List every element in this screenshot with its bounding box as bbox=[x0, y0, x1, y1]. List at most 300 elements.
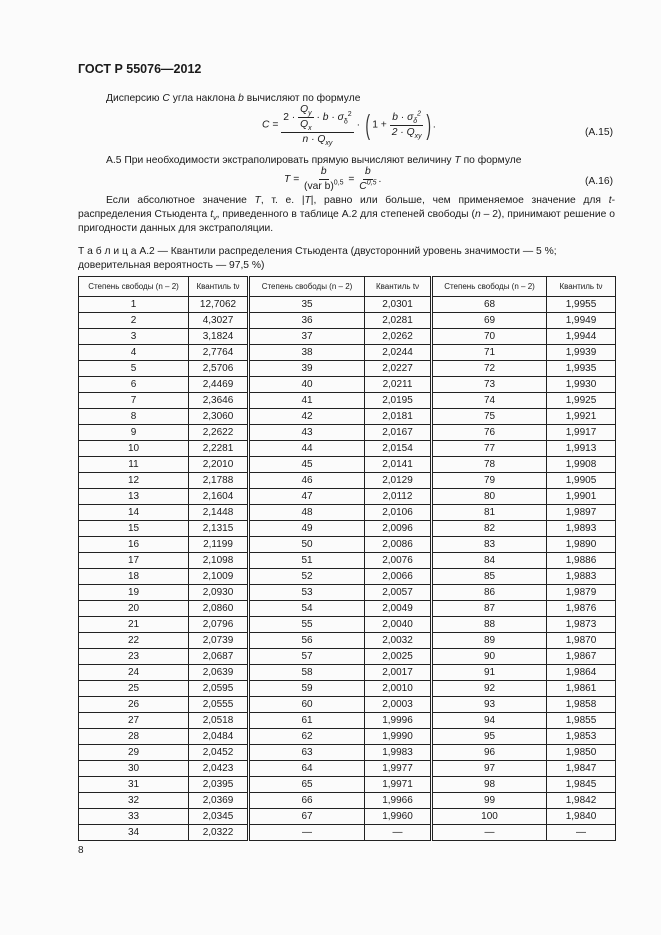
header-quantile-3: Квантиль tν bbox=[547, 277, 616, 297]
dof-cell: 6 bbox=[79, 377, 189, 393]
text-run: Если абсолютное значение bbox=[106, 195, 255, 206]
quantile-cell: 1,9861 bbox=[547, 681, 616, 697]
quantile-cell: 2,0057 bbox=[365, 585, 432, 601]
dof-cell: 13 bbox=[79, 489, 189, 505]
table-row bbox=[79, 409, 616, 425]
quantile-cell: 2,4469 bbox=[189, 377, 249, 393]
dof-cell: 20 bbox=[79, 601, 189, 617]
quantile-cell: 1,9960 bbox=[365, 809, 432, 825]
dof-cell: 93 bbox=[432, 697, 547, 713]
paren-numerator bbox=[390, 112, 423, 126]
quantile-cell: 2,0930 bbox=[189, 585, 249, 601]
quantile-cell: 2,7764 bbox=[189, 345, 249, 361]
formula-lhs: T = bbox=[284, 174, 300, 186]
num-suffix: · b · σ bbox=[316, 112, 344, 124]
sigma-sub: δ bbox=[343, 118, 348, 126]
header-dof-2: Степень свободы (n – 2) bbox=[249, 277, 365, 297]
dof-cell: 86 bbox=[432, 585, 547, 601]
dof-cell: 97 bbox=[432, 761, 547, 777]
table-row bbox=[79, 537, 616, 553]
text-run: , т. е. | bbox=[260, 195, 305, 206]
dof-cell: 82 bbox=[432, 521, 547, 537]
denominator-2 bbox=[357, 180, 378, 193]
quantile-cell: 2,0244 bbox=[365, 345, 432, 361]
table-row bbox=[79, 297, 616, 313]
dof-cell: 54 bbox=[249, 601, 365, 617]
fraction-2 bbox=[357, 166, 378, 193]
dof-cell: 42 bbox=[249, 409, 365, 425]
quantile-cell: 1,9925 bbox=[547, 393, 616, 409]
dof-cell: 24 bbox=[79, 665, 189, 681]
var-t: T bbox=[254, 195, 261, 206]
table-row bbox=[79, 825, 616, 841]
dof-cell: 7 bbox=[79, 393, 189, 409]
table-row bbox=[79, 473, 616, 489]
quantile-cell: 2,1315 bbox=[189, 521, 249, 537]
dof-cell: 89 bbox=[432, 633, 547, 649]
sigma-sup: 2 bbox=[417, 110, 422, 118]
text-run: по формуле bbox=[460, 155, 522, 166]
paren-num-text: b · σ bbox=[392, 111, 414, 123]
table-row bbox=[79, 425, 616, 441]
table-row bbox=[79, 345, 616, 361]
quantile-cell: 2,1448 bbox=[189, 505, 249, 521]
table-row bbox=[79, 329, 616, 345]
dof-cell: 14 bbox=[79, 505, 189, 521]
dof-cell: 100 bbox=[432, 809, 547, 825]
quantile-cell: 2,5706 bbox=[189, 361, 249, 377]
dof-cell: 36 bbox=[249, 313, 365, 329]
quantile-cell: 2,0345 bbox=[189, 809, 249, 825]
exponent: 0,5 bbox=[333, 179, 344, 187]
q: Q bbox=[300, 119, 309, 130]
dof-cell: 15 bbox=[79, 521, 189, 537]
dof-cell: 31 bbox=[79, 777, 189, 793]
quantile-cell: 2,2281 bbox=[189, 441, 249, 457]
quantile-cell: 2,0639 bbox=[189, 665, 249, 681]
trail: . bbox=[432, 119, 436, 131]
dof-cell: 59 bbox=[249, 681, 365, 697]
quantile-cell: 2,0112 bbox=[365, 489, 432, 505]
table-row bbox=[79, 745, 616, 761]
quantile-cell: 2,0484 bbox=[189, 729, 249, 745]
quantile-cell: 2,0262 bbox=[365, 329, 432, 345]
quantile-cell: 2,0227 bbox=[365, 361, 432, 377]
dof-cell: 47 bbox=[249, 489, 365, 505]
main-denominator bbox=[300, 133, 334, 146]
header-dof-3: Степень свободы (n – 2) bbox=[432, 277, 547, 297]
quantile-cell: — bbox=[547, 825, 616, 841]
table-row bbox=[79, 713, 616, 729]
quantile-cell: 2,0687 bbox=[189, 649, 249, 665]
var-t: t bbox=[608, 195, 612, 206]
quantile-cell: 1,9876 bbox=[547, 601, 616, 617]
table-row bbox=[79, 585, 616, 601]
quantile-cell: 2,0025 bbox=[365, 649, 432, 665]
quantile-cell: 1,9864 bbox=[547, 665, 616, 681]
right-paren: ) bbox=[425, 109, 431, 140]
dof-cell: 1 bbox=[79, 297, 189, 313]
var-n: n bbox=[474, 209, 481, 220]
quantile-cell: 2,0211 bbox=[365, 377, 432, 393]
quantile-cell: 2,0181 bbox=[365, 409, 432, 425]
quantile-cell: 2,0555 bbox=[189, 697, 249, 713]
q-ratio-num bbox=[298, 104, 314, 118]
dof-cell: 73 bbox=[432, 377, 547, 393]
paren-fraction bbox=[390, 112, 424, 139]
quantile-cell: 2,0595 bbox=[189, 681, 249, 697]
quantile-cell: 2,0106 bbox=[365, 505, 432, 521]
dof-cell: 27 bbox=[79, 713, 189, 729]
quantile-cell: 2,0518 bbox=[189, 713, 249, 729]
left-paren: ( bbox=[365, 109, 370, 140]
fraction-1 bbox=[302, 166, 345, 193]
var-b-text: (var b) bbox=[304, 181, 334, 192]
quantile-cell: 1,9990 bbox=[365, 729, 432, 745]
document-header: ГОСТ Р 55076—2012 bbox=[78, 62, 202, 76]
quantile-cell: 1,9853 bbox=[547, 729, 616, 745]
dof-cell: 71 bbox=[432, 345, 547, 361]
main-numerator bbox=[281, 104, 354, 133]
table-row bbox=[79, 617, 616, 633]
quantile-cell: 1,9842 bbox=[547, 793, 616, 809]
quantile-cell: 2,0154 bbox=[365, 441, 432, 457]
dof-cell: 84 bbox=[432, 553, 547, 569]
quantile-cell: — bbox=[365, 825, 432, 841]
quantile-cell: 1,9845 bbox=[547, 777, 616, 793]
quantile-cell: 1,9944 bbox=[547, 329, 616, 345]
sub-nu: ν bbox=[213, 215, 217, 223]
text-run: – 2), принимают решение о пригодности данных для экстраполяции. bbox=[78, 209, 615, 234]
quantile-cell: 1,9949 bbox=[547, 313, 616, 329]
quantile-cell: 1,9858 bbox=[547, 697, 616, 713]
table-row bbox=[79, 457, 616, 473]
denominator-1 bbox=[302, 180, 345, 193]
quantile-cell: 2,0076 bbox=[365, 553, 432, 569]
dof-cell: 10 bbox=[79, 441, 189, 457]
table-header-row bbox=[79, 277, 616, 297]
quantile-cell: 2,1604 bbox=[189, 489, 249, 505]
dof-cell: 32 bbox=[79, 793, 189, 809]
quantile-cell: 2,0032 bbox=[365, 633, 432, 649]
dof-cell: 18 bbox=[79, 569, 189, 585]
table-row bbox=[79, 697, 616, 713]
q: Q bbox=[300, 104, 309, 115]
table-row bbox=[79, 729, 616, 745]
dof-cell: 55 bbox=[249, 617, 365, 633]
dof-cell: 25 bbox=[79, 681, 189, 697]
dof-cell: 52 bbox=[249, 569, 365, 585]
paren-den-text: 2 · Q bbox=[391, 126, 415, 138]
dof-cell: 94 bbox=[432, 713, 547, 729]
dof-cell: 63 bbox=[249, 745, 365, 761]
dof-cell: 53 bbox=[249, 585, 365, 601]
exponent: 0,5 bbox=[366, 179, 377, 187]
num-prefix: 2 · bbox=[283, 112, 296, 124]
dof-cell: 48 bbox=[249, 505, 365, 521]
sub-y: y bbox=[308, 110, 312, 118]
sigma-sup: 2 bbox=[347, 110, 352, 118]
table-row bbox=[79, 521, 616, 537]
quantile-cell: 1,9870 bbox=[547, 633, 616, 649]
quantile-cell: 1,9935 bbox=[547, 361, 616, 377]
quantile-cell: 1,9840 bbox=[547, 809, 616, 825]
paren-denominator bbox=[390, 126, 424, 139]
main-fraction bbox=[281, 104, 354, 146]
quantile-cell: 2,0086 bbox=[365, 537, 432, 553]
quantile-cell: 2,0096 bbox=[365, 521, 432, 537]
dof-cell: 34 bbox=[79, 825, 189, 841]
table-row bbox=[79, 505, 616, 521]
quantile-cell: 2,0167 bbox=[365, 425, 432, 441]
dof-cell: 72 bbox=[432, 361, 547, 377]
dof-cell: 29 bbox=[79, 745, 189, 761]
dof-cell: 78 bbox=[432, 457, 547, 473]
dof-cell: 2 bbox=[79, 313, 189, 329]
dof-cell: 87 bbox=[432, 601, 547, 617]
caption-label: Т а б л и ц а bbox=[78, 246, 137, 257]
dof-cell: 19 bbox=[79, 585, 189, 601]
dof-cell: 49 bbox=[249, 521, 365, 537]
dof-cell: 23 bbox=[79, 649, 189, 665]
text-run: Дисперсию bbox=[106, 93, 163, 104]
numerator-1: b bbox=[319, 166, 329, 180]
table-row bbox=[79, 681, 616, 697]
quantile-cell: 2,0003 bbox=[365, 697, 432, 713]
table-row bbox=[79, 809, 616, 825]
dof-cell: 46 bbox=[249, 473, 365, 489]
quantile-cell: 1,9867 bbox=[547, 649, 616, 665]
var-t: T bbox=[304, 195, 311, 206]
quantile-cell: 12,7062 bbox=[189, 297, 249, 313]
quantile-cell: 1,9901 bbox=[547, 489, 616, 505]
quantile-cell: 1,9855 bbox=[547, 713, 616, 729]
dof-cell: 37 bbox=[249, 329, 365, 345]
table-row bbox=[79, 665, 616, 681]
dof-cell: 51 bbox=[249, 553, 365, 569]
dof-cell: 67 bbox=[249, 809, 365, 825]
text-run: |, равно или больше, чем применяемое значение для bbox=[310, 195, 609, 206]
dof-cell: 12 bbox=[79, 473, 189, 489]
table-row bbox=[79, 777, 616, 793]
dof-cell: 68 bbox=[432, 297, 547, 313]
quantile-cell: 1,9847 bbox=[547, 761, 616, 777]
quantile-cell: 1,9890 bbox=[547, 537, 616, 553]
dof-cell: 38 bbox=[249, 345, 365, 361]
quantile-cell: 2,0049 bbox=[365, 601, 432, 617]
table-body bbox=[79, 297, 616, 841]
quantile-cell: 2,0739 bbox=[189, 633, 249, 649]
dof-cell: 16 bbox=[79, 537, 189, 553]
den-text: n · Q bbox=[302, 134, 326, 145]
quantile-cell: 2,0452 bbox=[189, 745, 249, 761]
table-row bbox=[79, 313, 616, 329]
dof-cell: 79 bbox=[432, 473, 547, 489]
dof-cell: 33 bbox=[79, 809, 189, 825]
quantile-cell: 2,0141 bbox=[365, 457, 432, 473]
dof-cell: 57 bbox=[249, 649, 365, 665]
equation-number-a16: (А.16) bbox=[585, 176, 614, 187]
dof-cell: 50 bbox=[249, 537, 365, 553]
text-run: угла наклона bbox=[169, 93, 239, 104]
dof-cell: 11 bbox=[79, 457, 189, 473]
sub-x: x bbox=[308, 125, 312, 133]
q-ratio bbox=[298, 104, 314, 131]
dof-cell: 64 bbox=[249, 761, 365, 777]
dof-cell: 22 bbox=[79, 633, 189, 649]
dof-cell: 5 bbox=[79, 361, 189, 377]
quantile-cell: 1,9905 bbox=[547, 473, 616, 489]
dof-cell: 17 bbox=[79, 553, 189, 569]
quantile-cell: 1,9908 bbox=[547, 457, 616, 473]
quantile-cell: 2,3646 bbox=[189, 393, 249, 409]
dof-cell: 74 bbox=[432, 393, 547, 409]
table-row bbox=[79, 377, 616, 393]
dof-cell: 76 bbox=[432, 425, 547, 441]
table-row bbox=[79, 633, 616, 649]
var-t: T bbox=[454, 155, 461, 166]
dof-cell: 92 bbox=[432, 681, 547, 697]
quantile-cell: 1,9955 bbox=[547, 297, 616, 313]
dof-cell: 98 bbox=[432, 777, 547, 793]
var-b: b bbox=[238, 93, 244, 104]
quantile-cell: 2,0860 bbox=[189, 601, 249, 617]
dof-cell: 95 bbox=[432, 729, 547, 745]
dof-cell: 35 bbox=[249, 297, 365, 313]
quantile-cell: 2,0066 bbox=[365, 569, 432, 585]
quantile-cell: 1,9966 bbox=[365, 793, 432, 809]
quantile-cell: 3,1824 bbox=[189, 329, 249, 345]
dof-cell: 43 bbox=[249, 425, 365, 441]
quantile-cell: 1,9939 bbox=[547, 345, 616, 361]
quantile-cell: 1,9893 bbox=[547, 521, 616, 537]
dof-cell: 28 bbox=[79, 729, 189, 745]
table-row bbox=[79, 601, 616, 617]
quantile-cell: 1,9879 bbox=[547, 585, 616, 601]
one-plus: 1 + bbox=[372, 119, 387, 131]
text-run: А.5 При необходимости экстраполировать прямую вычисляют величину bbox=[106, 155, 455, 166]
quantile-cell: 2,0129 bbox=[365, 473, 432, 489]
numerator-2: b bbox=[363, 166, 373, 180]
table-row bbox=[79, 569, 616, 585]
quantile-cell: 1,9897 bbox=[547, 505, 616, 521]
q-ratio-den bbox=[298, 118, 314, 131]
header-quantile-1: Квантиль tν bbox=[189, 277, 249, 297]
dof-cell: 9 bbox=[79, 425, 189, 441]
dof-cell: 39 bbox=[249, 361, 365, 377]
table-row bbox=[79, 393, 616, 409]
quantile-cell: 1,9886 bbox=[547, 553, 616, 569]
quantile-cell: 2,0423 bbox=[189, 761, 249, 777]
var-c: C bbox=[162, 93, 170, 104]
dof-cell: 90 bbox=[432, 649, 547, 665]
dof-cell: 69 bbox=[432, 313, 547, 329]
quantile-cell: 1,9977 bbox=[365, 761, 432, 777]
dof-cell: 4 bbox=[79, 345, 189, 361]
dof-cell: — bbox=[432, 825, 547, 841]
quantile-cell: 2,2010 bbox=[189, 457, 249, 473]
dof-cell: 45 bbox=[249, 457, 365, 473]
dof-cell: 96 bbox=[432, 745, 547, 761]
text-run: -распределения Стьюдента bbox=[78, 195, 615, 220]
formula-a16 bbox=[284, 166, 381, 193]
dof-cell: 91 bbox=[432, 665, 547, 681]
dof-cell: 44 bbox=[249, 441, 365, 457]
quantile-cell: 2,0281 bbox=[365, 313, 432, 329]
dof-cell: 60 bbox=[249, 697, 365, 713]
student-quantiles-table bbox=[78, 276, 616, 841]
table-row bbox=[79, 649, 616, 665]
table-row bbox=[79, 553, 616, 569]
dof-cell: 81 bbox=[432, 505, 547, 521]
quantile-cell: 2,1788 bbox=[189, 473, 249, 489]
dof-cell: 66 bbox=[249, 793, 365, 809]
dof-cell: 56 bbox=[249, 633, 365, 649]
var-c: C bbox=[359, 181, 367, 192]
dof-cell: 65 bbox=[249, 777, 365, 793]
table-row bbox=[79, 761, 616, 777]
dof-cell: 3 bbox=[79, 329, 189, 345]
table-row bbox=[79, 361, 616, 377]
quantile-cell: 2,1098 bbox=[189, 553, 249, 569]
dof-cell: 26 bbox=[79, 697, 189, 713]
quantile-cell: 1,9873 bbox=[547, 617, 616, 633]
quantile-cell: 1,9917 bbox=[547, 425, 616, 441]
quantile-cell: 2,0395 bbox=[189, 777, 249, 793]
sigma-sub: δ bbox=[413, 117, 418, 125]
dof-cell: 61 bbox=[249, 713, 365, 729]
quantile-cell: 2,1009 bbox=[189, 569, 249, 585]
den-sub: xy bbox=[325, 140, 333, 148]
quantile-cell: 1,9930 bbox=[547, 377, 616, 393]
quantile-cell: 2,0322 bbox=[189, 825, 249, 841]
quantile-cell: 4,3027 bbox=[189, 313, 249, 329]
dof-cell: 62 bbox=[249, 729, 365, 745]
dof-cell: 21 bbox=[79, 617, 189, 633]
formula-a15 bbox=[262, 104, 436, 146]
dof-cell: 8 bbox=[79, 409, 189, 425]
quantile-cell: 2,0796 bbox=[189, 617, 249, 633]
quantile-cell: 2,0369 bbox=[189, 793, 249, 809]
quantile-cell: 2,0040 bbox=[365, 617, 432, 633]
dof-cell: 80 bbox=[432, 489, 547, 505]
quantile-cell: 1,9921 bbox=[547, 409, 616, 425]
dof-cell: 75 bbox=[432, 409, 547, 425]
mult-dot: · bbox=[356, 119, 360, 131]
quantile-cell: 2,0017 bbox=[365, 665, 432, 681]
text-run: , приведенного в таблице А.2 для степеней свободы ( bbox=[216, 209, 475, 220]
table-row bbox=[79, 793, 616, 809]
dof-cell: 58 bbox=[249, 665, 365, 681]
quantile-cell: 1,9983 bbox=[365, 745, 432, 761]
quantile-cell: 2,1199 bbox=[189, 537, 249, 553]
text-run: вычисляют по формуле bbox=[243, 93, 361, 104]
equals: = bbox=[348, 174, 355, 186]
dof-cell: 40 bbox=[249, 377, 365, 393]
quantile-cell: 1,9971 bbox=[365, 777, 432, 793]
quantile-cell: 2,3060 bbox=[189, 409, 249, 425]
den-sub: xy bbox=[414, 132, 422, 140]
dof-cell: 77 bbox=[432, 441, 547, 457]
quantile-cell: 2,0195 bbox=[365, 393, 432, 409]
table-caption bbox=[78, 245, 615, 273]
page-number: 8 bbox=[78, 845, 84, 856]
quantile-cell: 2,0010 bbox=[365, 681, 432, 697]
quantile-cell: 1,9850 bbox=[547, 745, 616, 761]
table-row bbox=[79, 489, 616, 505]
dof-cell: — bbox=[249, 825, 365, 841]
dof-cell: 83 bbox=[432, 537, 547, 553]
